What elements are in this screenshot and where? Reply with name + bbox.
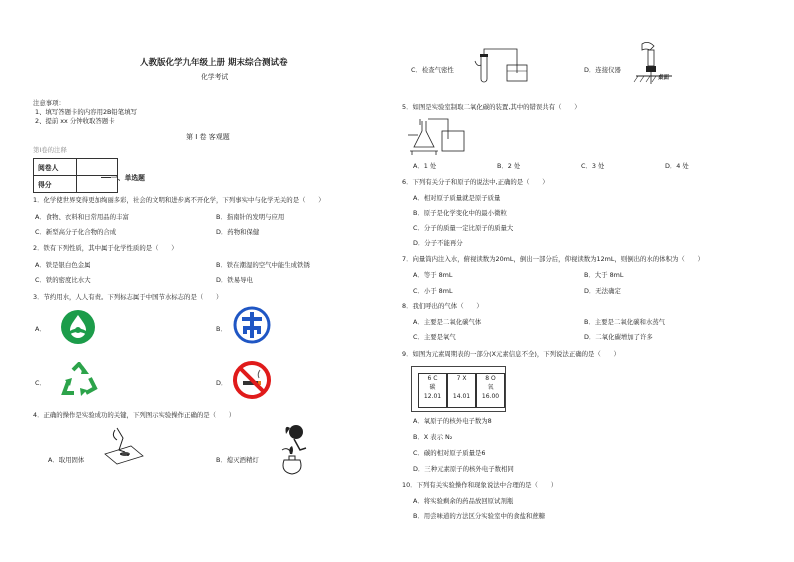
recycle-icon [60, 362, 98, 398]
option: B．熄灭酒精灯 [216, 456, 259, 464]
score-label: 得分 [34, 176, 77, 193]
question-stem: 6．下列有关分子和原子的说法中,正确的是（ ） [402, 178, 549, 186]
option: A．等于 8mL [413, 271, 453, 279]
option: B．用尝味道的方法区分实验室中的食盐和蔗糖 [413, 512, 546, 520]
option: B． [216, 325, 227, 333]
connector-line [101, 177, 111, 178]
water-drop-emblem-icon [60, 309, 96, 345]
option: A．将实验剩余的药品放回原试剂瓶 [413, 497, 514, 505]
option: A．相对原子质量就是原子质量 [413, 194, 501, 202]
notes-heading: 注意事项： [33, 99, 65, 107]
element-number: 6 [427, 375, 432, 382]
option: D．三种元素原子的核外电子数相同 [413, 465, 514, 473]
option: D．铁易导电 [216, 276, 253, 284]
element-box [476, 373, 505, 408]
question-stem: 4．正确的操作是实验成功的关键，下列图示实验操作正确的是（ ） [33, 411, 236, 419]
element-symbol: O [491, 375, 496, 382]
note-item: 2、提前 xx 分钟收取答题卡 [35, 117, 115, 125]
question-stem: 10．下列有关实验操作和现象说法中合理的是（ ） [402, 481, 558, 489]
option: D．分子不能再分 [413, 239, 463, 247]
option: C．新型高分子化合物的合成 [35, 228, 117, 236]
no-smoking-icon [232, 360, 272, 400]
section-label: 一、单选题 [111, 174, 145, 182]
element-number: 8 [485, 375, 490, 382]
question-stem: 8．我们呼出的气体（ ） [402, 302, 483, 310]
option: A． [35, 325, 46, 333]
option: B．X 表示 N₂ [413, 433, 453, 441]
option: C．3 处 [581, 162, 605, 170]
option: B．铁在潮湿的空气中能生成铁锈 [216, 261, 310, 269]
option: C． [35, 379, 46, 387]
element-name: 碳 [429, 384, 436, 391]
option: C．主要是氧气 [413, 333, 456, 341]
grader-cell [77, 159, 118, 176]
element-mass: 14.01 [452, 393, 471, 400]
option: D． [216, 379, 228, 387]
element-mass: 16.00 [481, 393, 500, 400]
option: D．药物和保健 [216, 228, 260, 236]
question-stem: 9．如图为元素周期表的一部分(X元素信息不全)，下列说法正确的是（ ） [402, 350, 620, 358]
airtightness-check-figure-icon [473, 47, 533, 83]
question-stem: 1．化学使世界变得更加绚丽多彩，社会的文明和进步离不开化学，下列事实中与化学无关的是（ ） [33, 196, 325, 204]
option: A．食物、衣料和日常用品的丰富 [35, 213, 129, 221]
element-symbol: C [433, 375, 438, 382]
paper-subtitle: 化学考试 [201, 73, 229, 81]
option: C．碳的相对原子质量是6 [413, 449, 486, 457]
section-annotation: 第Ⅰ卷的注释 [33, 146, 67, 154]
option: C．分子的质量一定比原子的质量大 [413, 224, 514, 232]
option: B．大于 8mL [584, 271, 624, 279]
option: A．主要是二氧化碳气体 [413, 318, 482, 326]
element-box [447, 373, 476, 408]
option: C．检查气密性 [411, 66, 454, 74]
option: C．铁的密度比水大 [35, 276, 91, 284]
question-stem: 7．向量筒内注入水，俯视读数为20mL，倒出一部分后，仰视读数为12mL，则倒出的水的体积为（ ） [402, 255, 704, 263]
element-mass: 12.01 [423, 393, 442, 400]
element-box [418, 373, 447, 408]
water-saving-sign-icon [233, 306, 271, 344]
note-item: 1、填写答题卡的内容用2B铅笔填写 [35, 108, 137, 116]
option: D．二氧化碳增加了许多 [584, 333, 653, 341]
desk-label: 桌面 [658, 75, 670, 81]
section-title: 第 Ⅰ 卷 客观题 [186, 133, 230, 141]
element-name [448, 383, 475, 392]
question-stem: 5．如图是实验室制取二氧化碳的装置,其中的错误共有（ ） [402, 103, 581, 111]
element-name: 氧 [487, 384, 494, 391]
option: B．原子是化学变化中的最小微粒 [413, 209, 507, 217]
paper-title: 人教版化学九年级上册 期末综合测试卷 [140, 58, 288, 68]
question-stem: 3．节约用水，人人有责。下列标志属于中国节水标志的是（ ） [33, 293, 223, 301]
option: B．2 处 [497, 162, 521, 170]
option: D．无法确定 [584, 287, 621, 295]
element-number: 7 [456, 375, 461, 382]
option: C．小于 8mL [413, 287, 453, 295]
option: A．1 处 [413, 162, 437, 170]
option: A．铁是银白色金属 [35, 261, 91, 269]
extinguish-lamp-figure-icon [270, 420, 316, 478]
element-symbol: X [462, 375, 467, 382]
take-solid-figure-icon [101, 424, 147, 466]
option: D．连接仪器 [584, 66, 621, 74]
question-stem: 2．铁有下列性质，其中属于化学性质的是（ ） [33, 244, 178, 252]
option: A．取用固体 [48, 456, 85, 464]
option: A．氧原子的核外电子数为8 [413, 417, 492, 425]
co2-apparatus-figure-icon [408, 117, 470, 157]
option: B．指南针的发明与应用 [216, 213, 285, 221]
grader-label: 阅卷人 [34, 159, 77, 176]
option: D．4 处 [665, 162, 689, 170]
score-table [33, 158, 118, 193]
option: B．主要是二氧化碳和水蒸气 [584, 318, 666, 326]
